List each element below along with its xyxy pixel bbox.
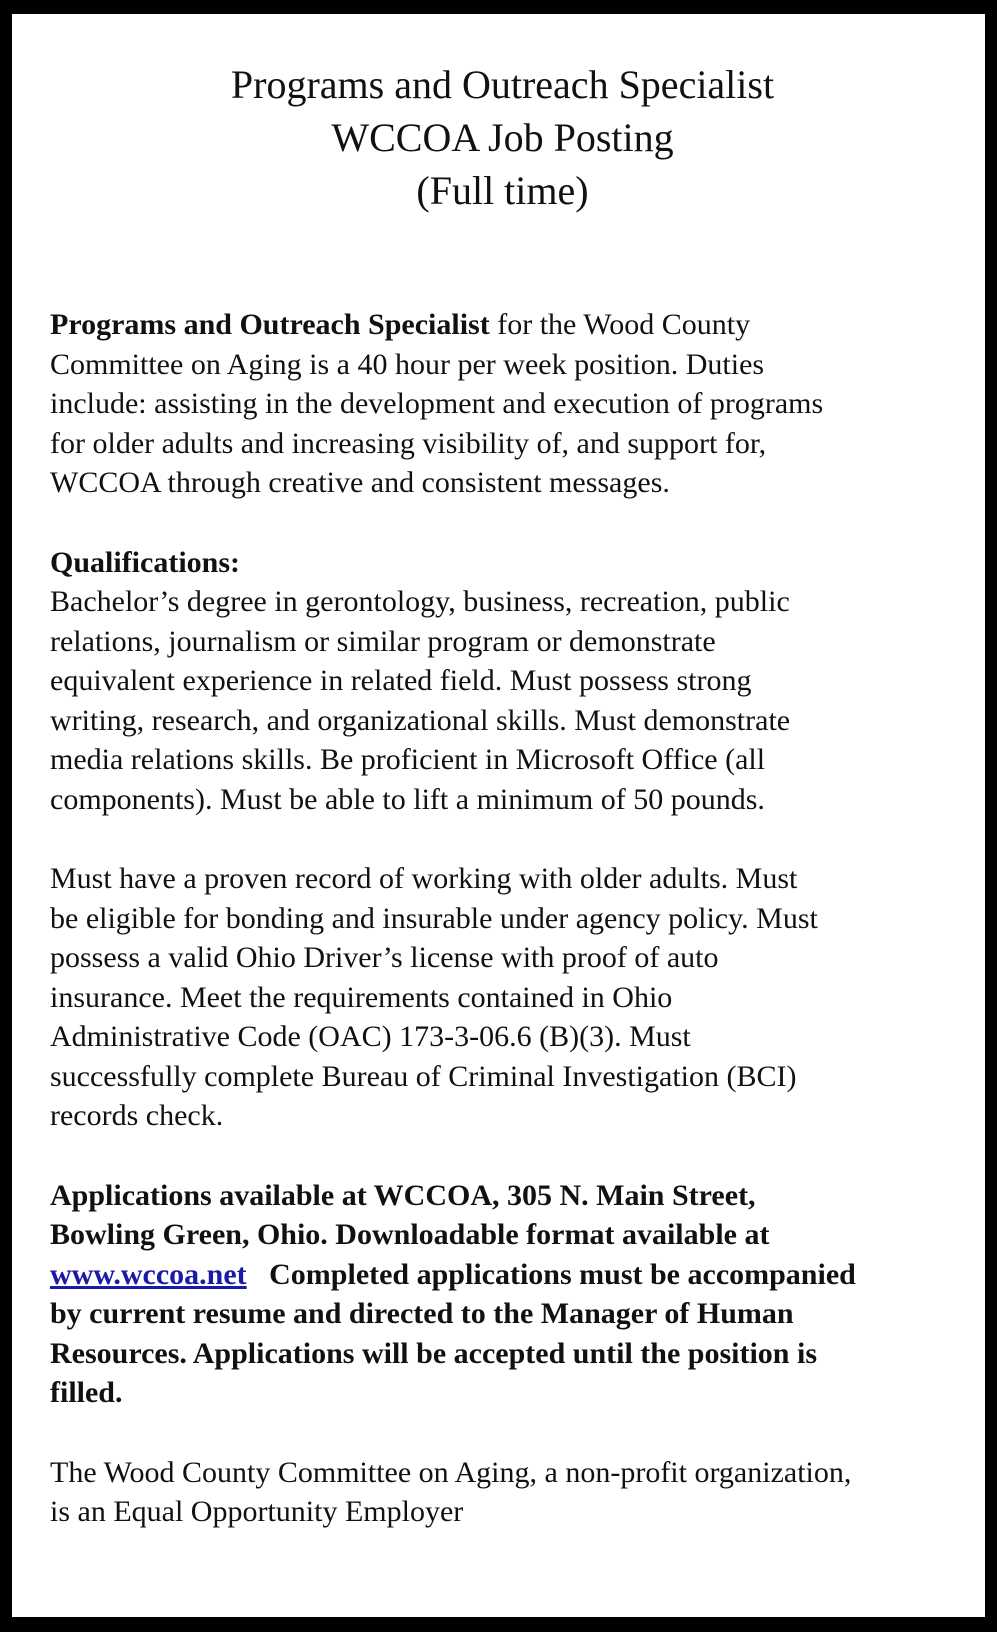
title-line-3: (Full time) xyxy=(416,168,589,213)
applications-line: filled. xyxy=(50,1376,123,1409)
requirements-paragraph xyxy=(50,859,955,1136)
requirements-line: Administrative Code (OAC) 173-3-06.6 (B)(3). Must xyxy=(50,1020,691,1053)
eoe-line: The Wood County Committee on Aging, a non-profit organization, xyxy=(50,1455,852,1489)
description-line-1-rest: for the Wood County xyxy=(489,308,751,341)
eoe-line: is an Equal Opportunity Employer xyxy=(50,1495,464,1528)
title-line-1: Programs and Outreach Specialist xyxy=(230,62,775,107)
requirements-line: insurance. Meet the requirements contained in Ohio xyxy=(50,980,673,1014)
title-line-2: WCCOA Job Posting xyxy=(331,115,674,160)
requirements-line: possess a valid Ohio Driver’s license with proof of auto xyxy=(50,941,719,974)
description-paragraph xyxy=(50,305,955,503)
applications-line-3-rest: Completed applications must be accompanied xyxy=(246,1257,856,1291)
website-link[interactable]: www.wccoa.net xyxy=(50,1257,247,1291)
applications-line xyxy=(50,1255,955,1295)
position-name: Programs and Outreach Specialist xyxy=(50,308,490,341)
qualifications-line: components). Must be able to lift a minimum of 50 pounds. xyxy=(50,782,765,816)
requirements-line: Must have a proven record of working with older adults. Must xyxy=(50,862,798,895)
qualifications-section xyxy=(50,543,955,820)
applications-paragraph xyxy=(50,1176,955,1413)
description-line: include: assisting in the development and execution of programs xyxy=(50,387,824,420)
qualifications-line: media relations skills. Be proficient in Microsoft Office (all xyxy=(50,743,766,776)
description-line: WCCOA through creative and consistent messages. xyxy=(50,466,670,499)
requirements-line: be eligible for bonding and insurable under agency policy. Must xyxy=(50,901,818,935)
applications-line: Bowling Green, Ohio. Downloadable format available at xyxy=(50,1218,770,1251)
qualifications-heading: Qualifications: xyxy=(50,545,241,579)
applications-line: by current resume and directed to the Manager of Human xyxy=(50,1297,794,1330)
requirements-line: successfully complete Bureau of Criminal Investigation (BCI) xyxy=(50,1059,797,1093)
job-posting-page xyxy=(12,14,985,1617)
description-line xyxy=(50,305,955,345)
description-line: Committee on Aging is a 40 hour per week position. Duties xyxy=(50,347,765,381)
qualifications-line: Bachelor’s degree in gerontology, business, recreation, public xyxy=(50,585,790,618)
applications-line: Resources. Applications will be accepted until the position is xyxy=(50,1336,817,1370)
posting-title xyxy=(50,58,955,217)
qualifications-line: equivalent experience in related field. Must possess strong xyxy=(50,664,752,697)
description-line: for older adults and increasing visibility of, and support for, xyxy=(50,426,767,460)
requirements-line: records check. xyxy=(50,1099,224,1132)
qualifications-line: writing, research, and organizational skills. Must demonstrate xyxy=(50,703,791,737)
qualifications-line: relations, journalism or similar program or demonstrate xyxy=(50,624,716,658)
equal-opportunity-statement xyxy=(50,1453,955,1532)
applications-line: Applications available at WCCOA, 305 N. Main Street, xyxy=(50,1178,756,1212)
